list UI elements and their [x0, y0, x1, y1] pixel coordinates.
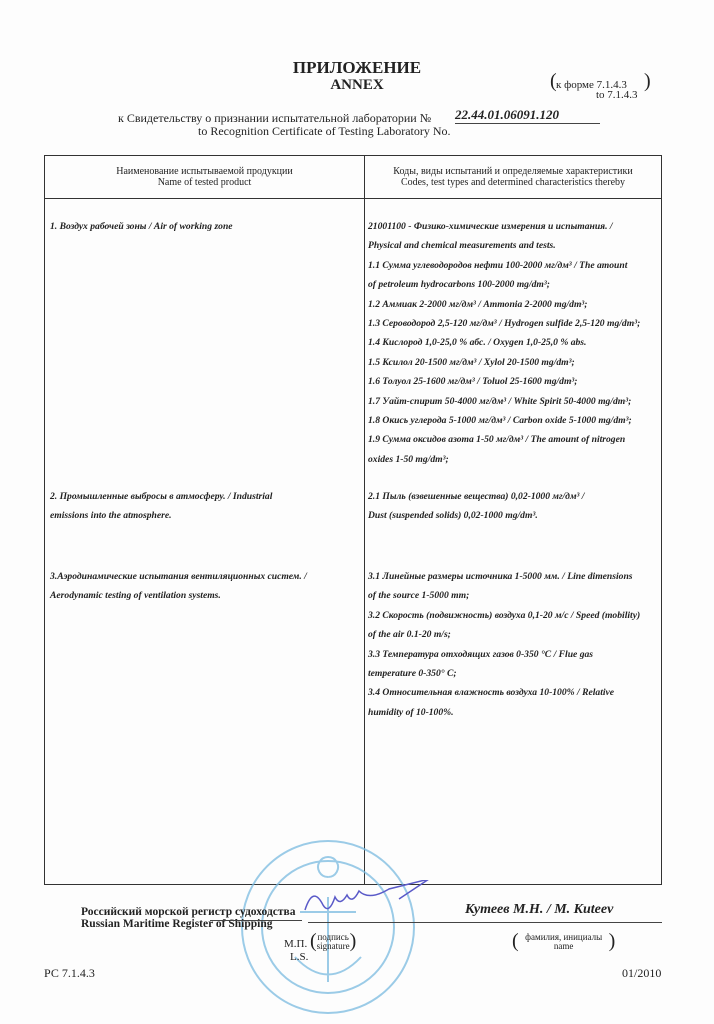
certificate-label-ru: к Свидетельству о признании испытательной лаборатории № — [118, 111, 432, 125]
tests-item — [368, 487, 584, 526]
product-line: Aerodynamic testing of ventilation systems. — [50, 590, 221, 602]
certificate-number: 22.44.01.06091.120 — [455, 107, 600, 124]
product-line: 3.Аэродинамические испытания вентиляционных систем. / — [50, 571, 307, 582]
annex-table — [44, 155, 662, 885]
form-ref-ru: к форме 7.1.4.3 — [556, 79, 627, 91]
col-header-tests: Коды, виды испытаний и определяемые характеристики Codes, test types and determined characteristics thereby — [365, 156, 662, 199]
organization-ru: Российский морской регистр судоходства — [81, 906, 296, 918]
test-line: 1.3 Сероводород 2,5-120 мг/дм³ / Hydrogen sulfide 2,5-120 mg/dm³; — [368, 318, 641, 330]
product-item — [50, 487, 272, 526]
test-line: 1.1 Сумма углеводородов нефти 100-2000 мг/дм³ / The amount — [368, 259, 628, 271]
seal-label-ru: М.П. — [284, 938, 308, 950]
test-line: 3.1 Линейные размеры источника 1-5000 мм. / Line dimensions — [368, 571, 633, 582]
product-item — [50, 567, 307, 606]
signature — [295, 880, 455, 920]
certificate-label-en: to Recognition Certificate of Testing Laboratory No. — [198, 124, 451, 138]
test-line: Dust (suspended solids) 0,02-1000 mg/dm³. — [368, 510, 538, 522]
table-header — [45, 156, 662, 199]
test-line: 3.3 Температура отходящих газов 0-350 °С / Flue gas — [368, 648, 594, 660]
col-header-product: Наименование испытываемой продукции Name of tested product — [45, 156, 365, 199]
test-line: 3.4 Относительная влажность воздуха 10-100% / Relative — [368, 687, 615, 699]
product-column — [45, 199, 365, 885]
test-line: 1.2 Аммиак 2-2000 мг/дм³ / Ammonia 2-2000 mg/dm³; — [368, 298, 588, 310]
signatory-name: Кутеев М.Н. / M. Kuteev — [465, 902, 614, 917]
test-line: 1.9 Сумма оксидов азота 1-50 мг/дм³ / The amount of nitrogen — [368, 434, 626, 446]
product-line: 1. Воздух рабочей зоны / Air of working zone — [50, 221, 233, 232]
test-line: 1.8 Окись углерода 5-1000 мг/дм³ / Carbon oxide 5-1000 mg/dm³; — [368, 415, 632, 427]
form-ref-en: to 7.1.4.3 — [596, 89, 638, 101]
test-line: 1.4 Кислород 1,0-25,0 % абс. / Oxygen 1,0-25,0 % abs. — [368, 337, 587, 349]
certificate-label — [118, 112, 451, 138]
form-reference: ( к форме 7.1.4.3 to 7.1.4.3 ) — [550, 70, 651, 101]
name-caption: ( фамилия, инициалы name ) — [512, 930, 616, 952]
test-line: of the source 1-5000 mm; — [368, 590, 470, 602]
test-line: 21001100 - Физико-химические измерения и испытания. / — [368, 221, 613, 232]
test-line: 2.1 Пыль (взвешенные вещества) 0,02-1000 мг/дм³ / — [368, 491, 585, 502]
test-line: 3.2 Скорость (подвижность) воздуха 0,1-20 м/с / Speed (mobility) — [368, 609, 641, 621]
test-line: of the air 0.1-20 m/s; — [368, 629, 451, 641]
tests-item — [368, 567, 640, 722]
test-line: 1.6 Толуол 25-1600 мг/дм³ / Toluol 25-1600 mg/dm³; — [368, 376, 578, 388]
tests-item — [368, 217, 640, 469]
form-date: 01/2010 — [622, 966, 662, 980]
test-line: temperature 0-350° C; — [368, 668, 457, 680]
product-line: emissions into the atmosphere. — [50, 510, 172, 522]
test-line: 1.7 Уайт-спирит 50-4000 мг/дм³ / White Spirit 50-4000 mg/dm³; — [368, 395, 632, 407]
seal-label-en: L.S. — [290, 951, 309, 963]
signature-line — [308, 922, 662, 923]
test-line: humidity of 10-100%. — [368, 706, 454, 718]
form-code: РС 7.1.4.3 — [44, 966, 95, 980]
title-ru: ПРИЛОЖЕНИЕ — [292, 58, 422, 77]
product-item — [50, 217, 233, 236]
title-en: ANNEX — [330, 77, 384, 93]
organization-en: Russian Maritime Register of Shipping — [81, 918, 273, 930]
signature-caption: ( подпись signature ) — [310, 930, 357, 952]
test-line: Physical and chemical measurements and tests. — [368, 240, 556, 252]
tests-column — [365, 199, 662, 885]
test-line: oxides 1-50 mg/dm³; — [368, 453, 449, 465]
test-line: of petroleum hydrocarbons 100-2000 mg/dm³; — [368, 279, 550, 291]
test-line: 1.5 Ксилол 20-1500 мг/дм³ / Xylol 20-1500 mg/dm³; — [368, 356, 575, 368]
product-line: 2. Промышленные выбросы в атмосферу. / Industrial — [50, 491, 273, 502]
organization-name — [81, 906, 296, 930]
